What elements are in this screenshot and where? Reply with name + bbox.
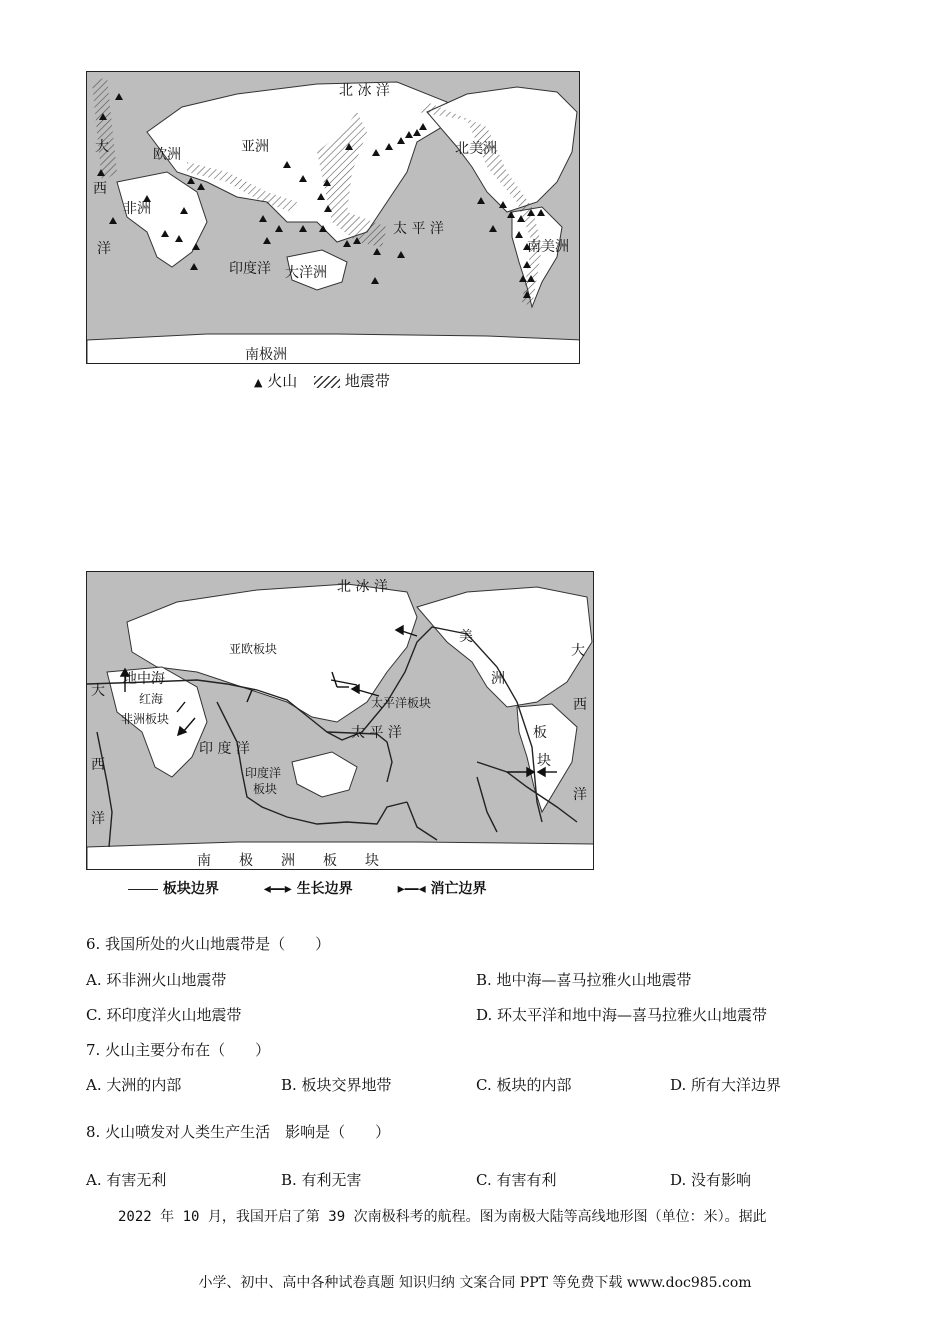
passage-text: 2022 年 10 月，我国开启了第 39 次南极科考的航程。图为南极大陆等高线地形图（单位：米）。据此: [118, 1209, 767, 1225]
label-mediterranean: 地中海: [123, 671, 165, 687]
label-eurasian-plate: 亚欧板块: [229, 642, 278, 656]
label-america-plate: 块: [537, 753, 551, 769]
option-8d: D. 没有影响: [670, 1171, 752, 1189]
volcano-icon: ▲: [254, 376, 263, 389]
label-arctic: 北 冰 洋: [339, 83, 390, 99]
label-red-sea: 红海: [139, 692, 164, 706]
option-7b: B. 板块交界地带: [281, 1076, 392, 1094]
label-atlantic: 洋: [97, 241, 111, 257]
label-asia: 亚洲: [241, 139, 269, 155]
label-africa: 非洲: [123, 201, 151, 217]
label-atlantic-right: 西: [573, 697, 587, 713]
map2-legend: [128, 878, 487, 898]
label-antarctic-plate: 南 极 洲 板 块: [197, 853, 379, 869]
option-6a: A. 环非洲火山地震带: [86, 971, 227, 989]
label-atlantic-right: 洋: [573, 787, 587, 803]
label-atlantic: 大: [95, 139, 109, 155]
legend-quake: 地震带: [344, 372, 390, 390]
option-8b: B. 有利无害: [281, 1171, 362, 1189]
label-south-america: 南美洲: [527, 239, 569, 255]
convergent-arrow-icon: ▸―◂: [397, 881, 426, 897]
boundary-line-icon: [128, 889, 158, 890]
label-oceania: 大洋洲: [285, 265, 327, 281]
label-america-plate: 板: [533, 725, 547, 741]
question-6: 6. 我国所处的火山地震带是（ ）: [86, 935, 331, 953]
label-atlantic: 西: [93, 181, 107, 197]
option-8c: C. 有害有利: [476, 1171, 557, 1189]
label-north-america: 北美洲: [455, 141, 497, 157]
legend-divergent: 生长边界: [296, 881, 353, 897]
label-indo-plate: 板块: [253, 782, 278, 796]
label-antarctica: 南极洲: [245, 347, 287, 363]
divergent-arrow-icon: ◂―▸: [263, 881, 292, 897]
label-indian-ocean: 印度洋: [229, 261, 271, 277]
tectonic-plates-map: [86, 571, 594, 870]
label-pacific-ocean: 太 平 洋: [351, 725, 402, 741]
question-8: 8. 火山喷发对人类生产生活 影响是（ ）: [86, 1123, 391, 1141]
label-indo-plate: 印度洋: [245, 766, 282, 780]
label-indian-ocean: 印 度 洋: [199, 741, 250, 757]
option-6b: B. 地中海—喜马拉雅火山地震带: [476, 971, 692, 989]
option-6d: D. 环太平洋和地中海—喜马拉雅火山地震带: [476, 1006, 768, 1024]
option-7a: A. 大洲的内部: [86, 1076, 182, 1094]
option-6c: C. 环印度洋火山地震带: [86, 1006, 242, 1024]
legend-convergent: 消亡边界: [430, 881, 487, 897]
label-america-plate: 美: [459, 629, 473, 645]
option-7c: C. 板块的内部: [476, 1076, 572, 1094]
question-7: 7. 火山主要分布在（ ）: [86, 1041, 271, 1059]
label-atlantic-left: 大: [91, 683, 105, 699]
label-atlantic-right: 大: [571, 643, 585, 659]
map1-legend: [254, 370, 390, 391]
legend-boundary: 板块边界: [162, 881, 219, 897]
volcano-earthquake-map: [86, 71, 580, 364]
label-atlantic-left: 西: [91, 757, 105, 773]
label-europe: 欧洲: [153, 147, 181, 163]
label-pacific-plate: 太平洋板块: [371, 696, 432, 710]
legend-volcano: 火山: [267, 372, 298, 390]
label-pacific: 太 平 洋: [393, 221, 444, 237]
option-7d: D. 所有大洋边界: [670, 1076, 782, 1094]
label-african-plate: 非洲板块: [121, 712, 170, 726]
page-footer: 小学、初中、高中各种试卷真题 知识归纳 文案合同 PPT 等免费下载 www.doc985.com: [198, 1275, 752, 1291]
hatch-icon: [314, 376, 340, 388]
label-arctic: 北 冰 洋: [337, 579, 388, 595]
label-america-plate: 洲: [491, 671, 505, 687]
label-atlantic-left: 洋: [91, 811, 105, 827]
volcano-markers: [87, 72, 580, 364]
option-8a: A. 有害无利: [86, 1171, 167, 1189]
